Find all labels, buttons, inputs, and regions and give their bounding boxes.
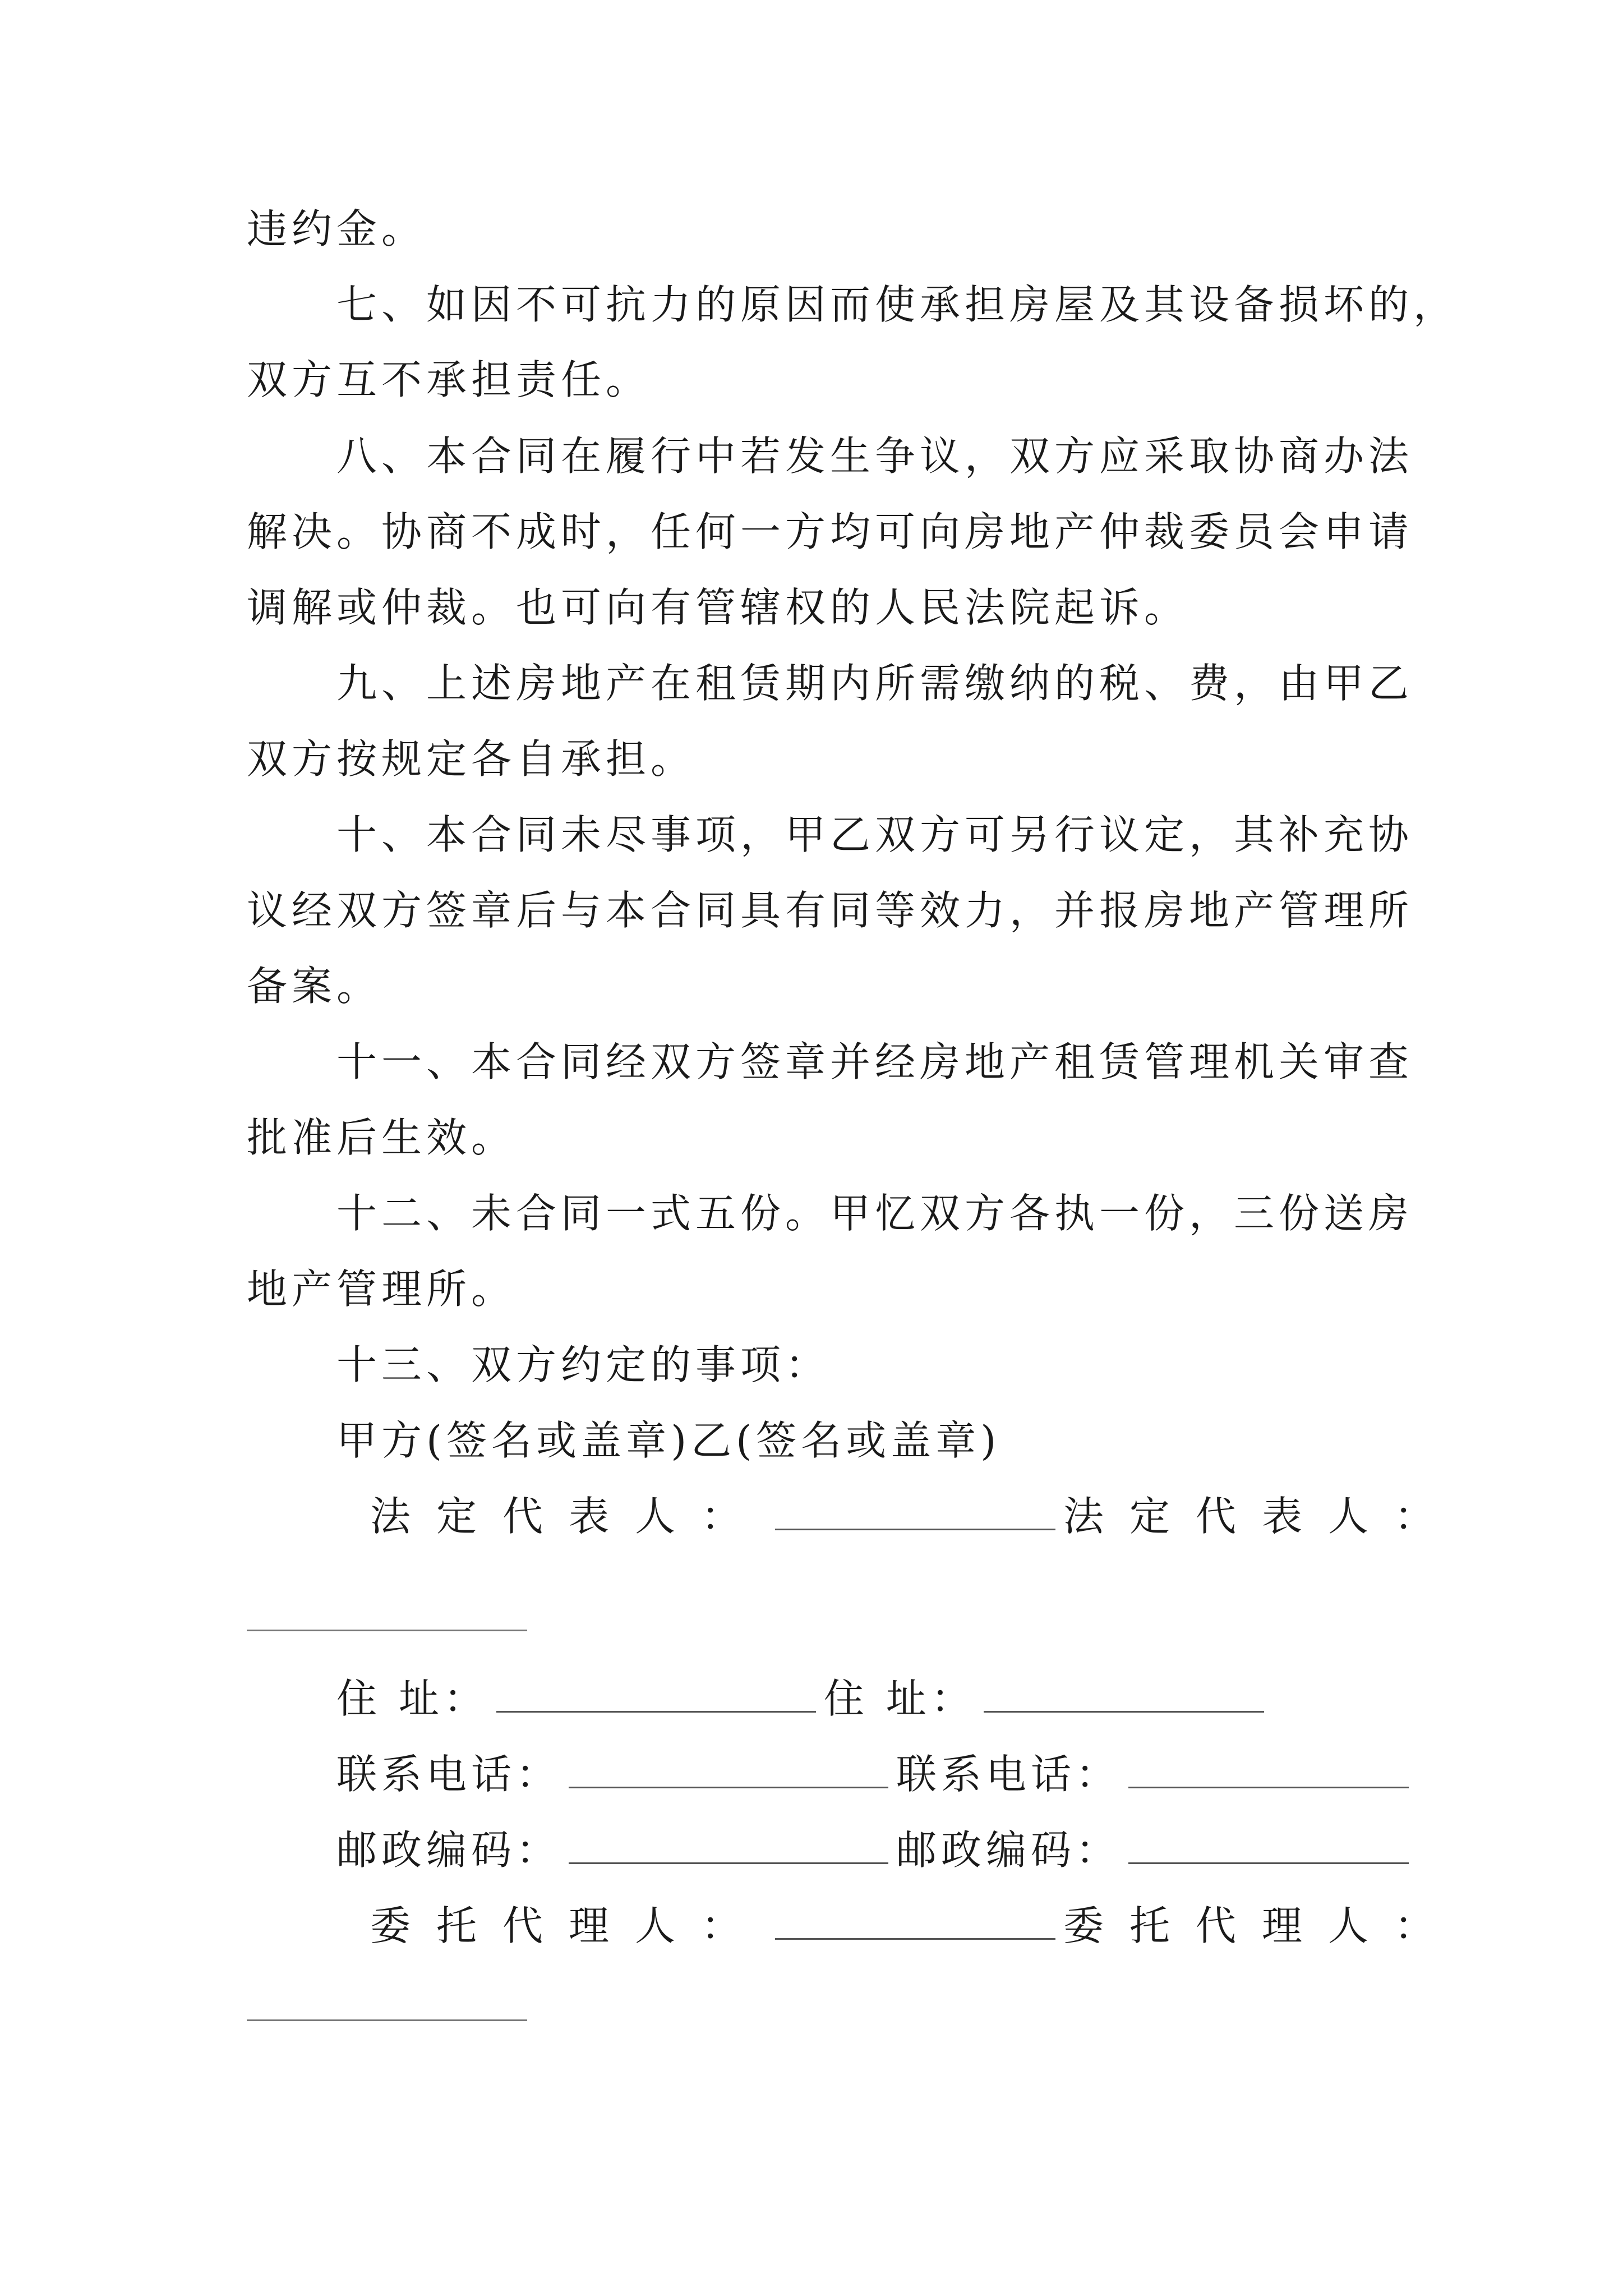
legal-rep-row bbox=[370, 1488, 1460, 1544]
legal-rep-blank-a[interactable] bbox=[775, 1489, 1055, 1530]
agent-label-a: 委托代理人： bbox=[370, 1902, 768, 1949]
postcode-label-b: 邮政编码： bbox=[896, 1826, 1121, 1874]
text-line: 解决。协商不成时，任何一方均可向房地产仲裁委员会申请 bbox=[247, 508, 1414, 555]
clause-8: 八、本合同在履行中若发生争议，双方应采取协商办法 bbox=[336, 432, 1414, 480]
agent-blank-b[interactable] bbox=[247, 2019, 527, 2021]
legal-rep-blank-b[interactable] bbox=[247, 1630, 527, 1631]
text-line: 调解或仲裁。也可向有管辖权的人民法院起诉。 bbox=[247, 584, 1189, 631]
legal-rep-label-a: 法定代表人： bbox=[370, 1493, 768, 1540]
address-blank-b[interactable] bbox=[984, 1672, 1264, 1713]
postcode-blank-b[interactable] bbox=[1128, 1823, 1409, 1864]
text-line: 备案。 bbox=[247, 963, 382, 1010]
postcode-row bbox=[336, 1822, 1417, 1878]
clause-13: 十三、双方约定的事项： bbox=[336, 1341, 831, 1388]
phone-blank-a[interactable] bbox=[569, 1747, 888, 1788]
clause-10: 十、本合同未尽事项，甲乙双方可另行议定，其补充协 bbox=[336, 811, 1414, 858]
agent-blank-a[interactable] bbox=[775, 1899, 1055, 1940]
signature-parties: 甲方(签名或盖章)乙(签名或盖章) bbox=[336, 1417, 1001, 1464]
address-blank-a[interactable] bbox=[496, 1672, 816, 1713]
address-row bbox=[336, 1671, 1272, 1727]
clause-11: 十一、本合同经双方签章并经房地产租赁管理机关审查 bbox=[336, 1038, 1414, 1085]
agent-row bbox=[370, 1898, 1460, 1954]
text-line: 批准后生效。 bbox=[247, 1114, 517, 1161]
clause-9: 九、上述房地产在租赁期内所需缴纳的税、费，由甲乙 bbox=[336, 660, 1414, 707]
clause-12: 十二、未合同一式五份。甲忆双方各执一份，三份送房 bbox=[336, 1190, 1414, 1237]
text-line: 议经双方签章后与本合同具有同等效力，并报房地产管理所 bbox=[247, 887, 1414, 934]
postcode-blank-a[interactable] bbox=[569, 1823, 888, 1864]
postcode-label-a: 邮政编码： bbox=[336, 1826, 561, 1874]
phone-label-a: 联系电话： bbox=[336, 1751, 561, 1798]
text-line: 双方按规定各自承担。 bbox=[247, 735, 696, 783]
clause-7: 七、如因不可抗力的原因而使承担房屋及其设备损坏的， bbox=[336, 281, 1459, 328]
text-line: 违约金。 bbox=[247, 205, 427, 252]
phone-row bbox=[336, 1746, 1417, 1802]
text-line: 地产管理所。 bbox=[247, 1266, 517, 1313]
address-label-a: 住 址： bbox=[336, 1675, 488, 1722]
legal-rep-label-b: 法定代表人： bbox=[1063, 1493, 1461, 1540]
text-line: 双方互不承担责任。 bbox=[247, 356, 651, 403]
agent-label-b: 委托代理人： bbox=[1063, 1902, 1461, 1949]
phone-blank-b[interactable] bbox=[1128, 1747, 1409, 1788]
phone-label-b: 联系电话： bbox=[896, 1751, 1121, 1798]
address-label-b: 住 址： bbox=[823, 1675, 976, 1722]
